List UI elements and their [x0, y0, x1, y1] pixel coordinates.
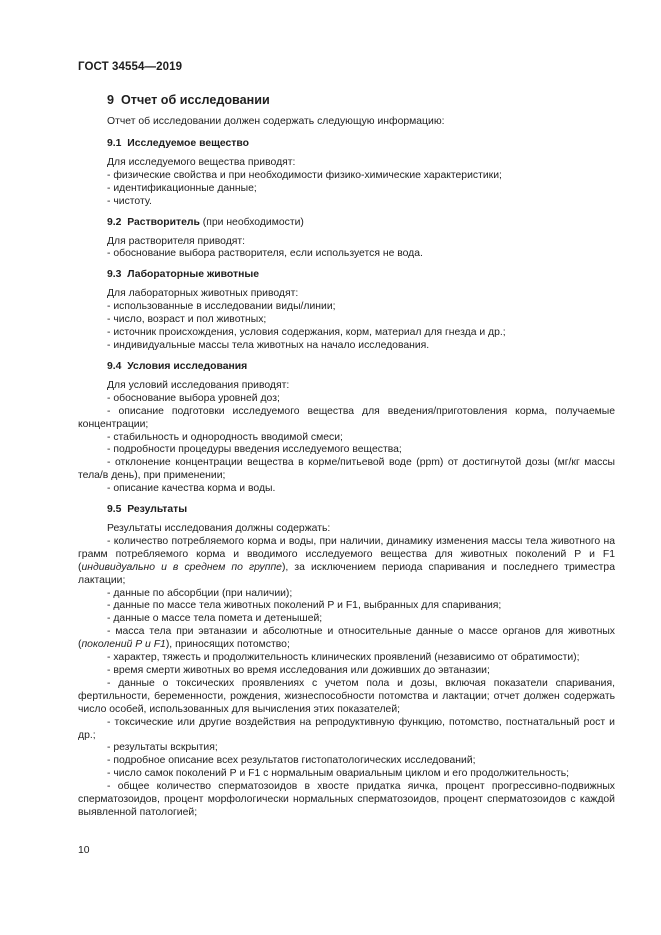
item-text: ), за исключением периода спаривания и последнего триместра лактации; — [78, 561, 615, 586]
list-item: - обоснование выбора уровней доз; — [107, 392, 280, 404]
list-item — [78, 626, 615, 652]
section-title: Отчет об исследовании — [121, 93, 270, 107]
subsection-heading-9-4 — [107, 360, 615, 373]
list-item — [78, 536, 615, 588]
list-item: - идентификационные данные; — [107, 182, 257, 194]
list-item: - время смерти животных во время исследования или доживших до эвтаназии; — [107, 665, 490, 676]
list-item: - источник происхождения, условия содержания, корм, материал для гнезда и др.; — [107, 327, 506, 339]
list-item: - отклонение концентрации вещества в корме/питьевой воде (ppm) от достигнутой дозы (мг/кг массы тела/в день), при применении; — [78, 457, 615, 482]
list-item: - описание подготовки исследуемого вещества для введения/приготовления корма, получаемые концентрации; — [78, 405, 615, 430]
section-intro: Отчет об исследовании должен содержать следующую информацию: — [107, 116, 445, 127]
section-number: 9 — [107, 93, 115, 107]
list-item: - общее количество сперматозоидов в хвосте придатка яичка, процент прогрессивно-подвижных сперматозоидов, процент морфологически нормальных сперматозоидов, процент сперматозоидов с каждой выявленной патологией; — [78, 781, 615, 818]
list-item: - токсические или другие воздействия на репродуктивную функцию, потомство, постнатальный рост и др.; — [78, 716, 615, 741]
list-item: - характер, тяжесть и продолжительность клинических проявлений (независимо от обратимости); — [107, 652, 580, 664]
list-item: - данные по массе тела животных поколений Р и F1, выбранных для спаривания; — [107, 600, 502, 612]
page-number: 10 — [78, 845, 90, 856]
list-item: - число, возраст и пол животных; — [107, 314, 267, 326]
list-item: - данные по абсорбции (при наличии); — [107, 587, 293, 599]
subsection-number: 9.1 — [107, 137, 122, 149]
subsection-lead: Для лабораторных животных приводят: — [107, 288, 299, 300]
section-heading — [107, 92, 615, 108]
subsection-number: 9.5 — [107, 504, 122, 516]
list-item: - стабильность и однородность вводимой смеси; — [107, 431, 343, 443]
list-item: - индивидуальные массы тела животных на начало исследования. — [107, 339, 430, 351]
list-9-4 — [78, 393, 615, 496]
list-item: - обоснование выбора растворителя, если используется не вода. — [107, 248, 423, 260]
list-9-3 — [78, 301, 615, 353]
list-item: - данные о массе тела помета и детенышей; — [107, 613, 323, 625]
subsection-number: 9.4 — [107, 360, 122, 372]
item-italic: поколений Р и F1 — [81, 639, 166, 651]
subsection-title: Растворитель — [127, 216, 200, 228]
list-9-5 — [78, 536, 615, 820]
list-item: - данные о токсических проявлениях с учетом пола и дозы, включая показатели спаривания, фертильности, беременности, рождения, жизнеспособности потомства и лактации; отчет должен содержать число особей, использованных для вычисления этих показателей; — [78, 677, 615, 715]
subsection-lead: Для растворителя приводят: — [107, 235, 246, 247]
subsection-lead: Для условий исследования приводят: — [107, 379, 290, 391]
list-9-2 — [78, 248, 615, 261]
subsection-heading-9-2 — [107, 216, 615, 229]
subsection-title: Условия исследования — [127, 360, 248, 372]
list-item: - результаты вскрытия; — [107, 742, 218, 754]
item-italic: индивидуально и в среднем по группе — [81, 561, 282, 573]
subsection-heading-9-3 — [107, 268, 615, 281]
subsection-number: 9.3 — [107, 269, 122, 281]
subsection-note: (при необходимости) — [202, 216, 304, 228]
list-item: - подробности процедуры введения исследуемого вещества; — [107, 444, 402, 456]
list-item: - подробное описание всех результатов гистопатологических исследований; — [107, 755, 476, 767]
subsection-lead: Результаты исследования должны содержать: — [107, 523, 331, 535]
list-9-1 — [78, 170, 615, 209]
subsection-heading-9-5 — [107, 503, 615, 516]
subsection-title: Исследуемое вещество — [127, 137, 249, 149]
list-item: - число самок поколений Р и F1 с нормальным овариальным циклом и его продолжительность; — [107, 768, 570, 780]
list-item: - описание качества корма и воды. — [107, 483, 276, 495]
subsection-title: Результаты — [127, 504, 188, 516]
standard-header: ГОСТ 34554—2019 — [78, 61, 183, 73]
subsection-lead: Для исследуемого вещества приводят: — [107, 156, 296, 168]
item-text: ), приносящих потомство; — [165, 639, 290, 651]
subsection-title: Лабораторные животные — [127, 269, 260, 281]
list-item: - чистоту. — [107, 195, 152, 207]
subsection-heading-9-1 — [107, 137, 615, 150]
list-item: - использованные в исследовании виды/линии; — [107, 301, 336, 313]
page-body — [78, 92, 615, 820]
item-text: - количество потребляемого корма и воды, при наличии, динамику изменения массы тела животного на грамм потребляемого корма и вводимого исследуемого вещества для животных поколений Р и F1 ( — [78, 535, 615, 573]
item-text: - масса тела при эвтаназии и абсолютные и относительные данные о массе органов для животных ( — [78, 626, 615, 651]
subsection-number: 9.2 — [107, 216, 122, 228]
list-item: - физические свойства и при необходимости физико-химические характеристики; — [107, 169, 502, 181]
